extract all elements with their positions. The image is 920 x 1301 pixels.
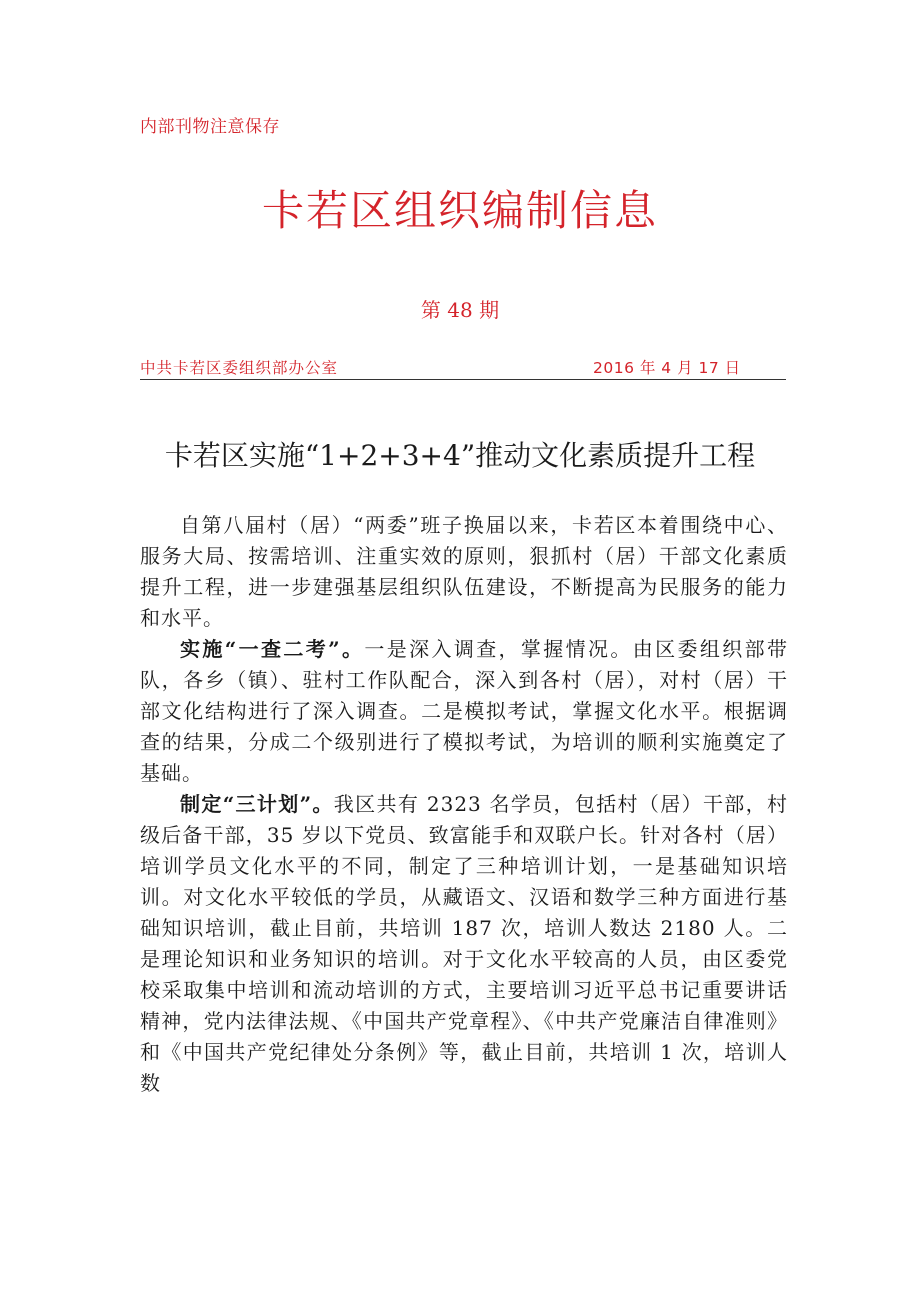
article-title: 卡若区实施“1+2+3+4”推动文化素质提升工程 [164, 439, 756, 472]
paragraph-investigation-text: 一是深入调查，掌握情况。由区委组织部带队，各乡（镇）、驻村工作队配合，深入到各村（居），对村（居）干部文化结构进行了深入调查。二是模拟考试，掌握文化水平。根据调查的结果，分成二个级别进行了模拟考试，为培训的顺利实施奠定了基础。 [140, 637, 788, 785]
header-divider [140, 379, 786, 380]
masthead-title: 卡若区组织编制信息 [261, 186, 658, 235]
section-heading-plans: 制定“三计划”。 [180, 792, 334, 816]
issue-number: 第 48 期 [420, 298, 500, 322]
article-body [140, 510, 788, 1099]
section-heading-investigation: 实施“一查二考”。 [180, 637, 365, 661]
paragraph-plans-text: 我区共有 2323 名学员，包括村（居）干部，村级后备干部，35 岁以下党员、致富能手和双联户长。针对各村（居）培训学员文化水平的不同，制定了三种培训计划，一是基础知识培训。对文化水平较低的学员，从藏语文、汉语和数学三种方面进行基础知识培训，截止目前，共培训 187 次，培训人数达 2180 人。二是理论知识和业务知识的培训。对于文化水平较高的人员，由区委党校采取集中培训和流动培训的方式，主要培训习近平总书记重要讲话精神，党内法律法规、《中国共产党章程》、《中共产党廉洁自律准则》和《中国共产党纪律处分条例》等，截止目前，共培训 1 次，培训人数 [140, 792, 788, 1095]
paragraph-investigation [140, 634, 788, 789]
paragraph-intro: 自第八届村（居）“两委”班子换届以来，卡若区本着围绕中心、服务大局、按需培训、注重实效的原则，狠抓村（居）干部文化素质提升工程，进一步建强基层组织队伍建设，不断提高为民服务的能力和水平。 [140, 513, 788, 630]
issuer-name: 中共卡若区委组织部办公室 [140, 359, 339, 377]
publish-date: 2016 年 4 月 17 日 [593, 359, 741, 377]
paragraph-plans [140, 789, 788, 1099]
internal-publication-note: 内部刊物注意保存 [140, 117, 280, 137]
